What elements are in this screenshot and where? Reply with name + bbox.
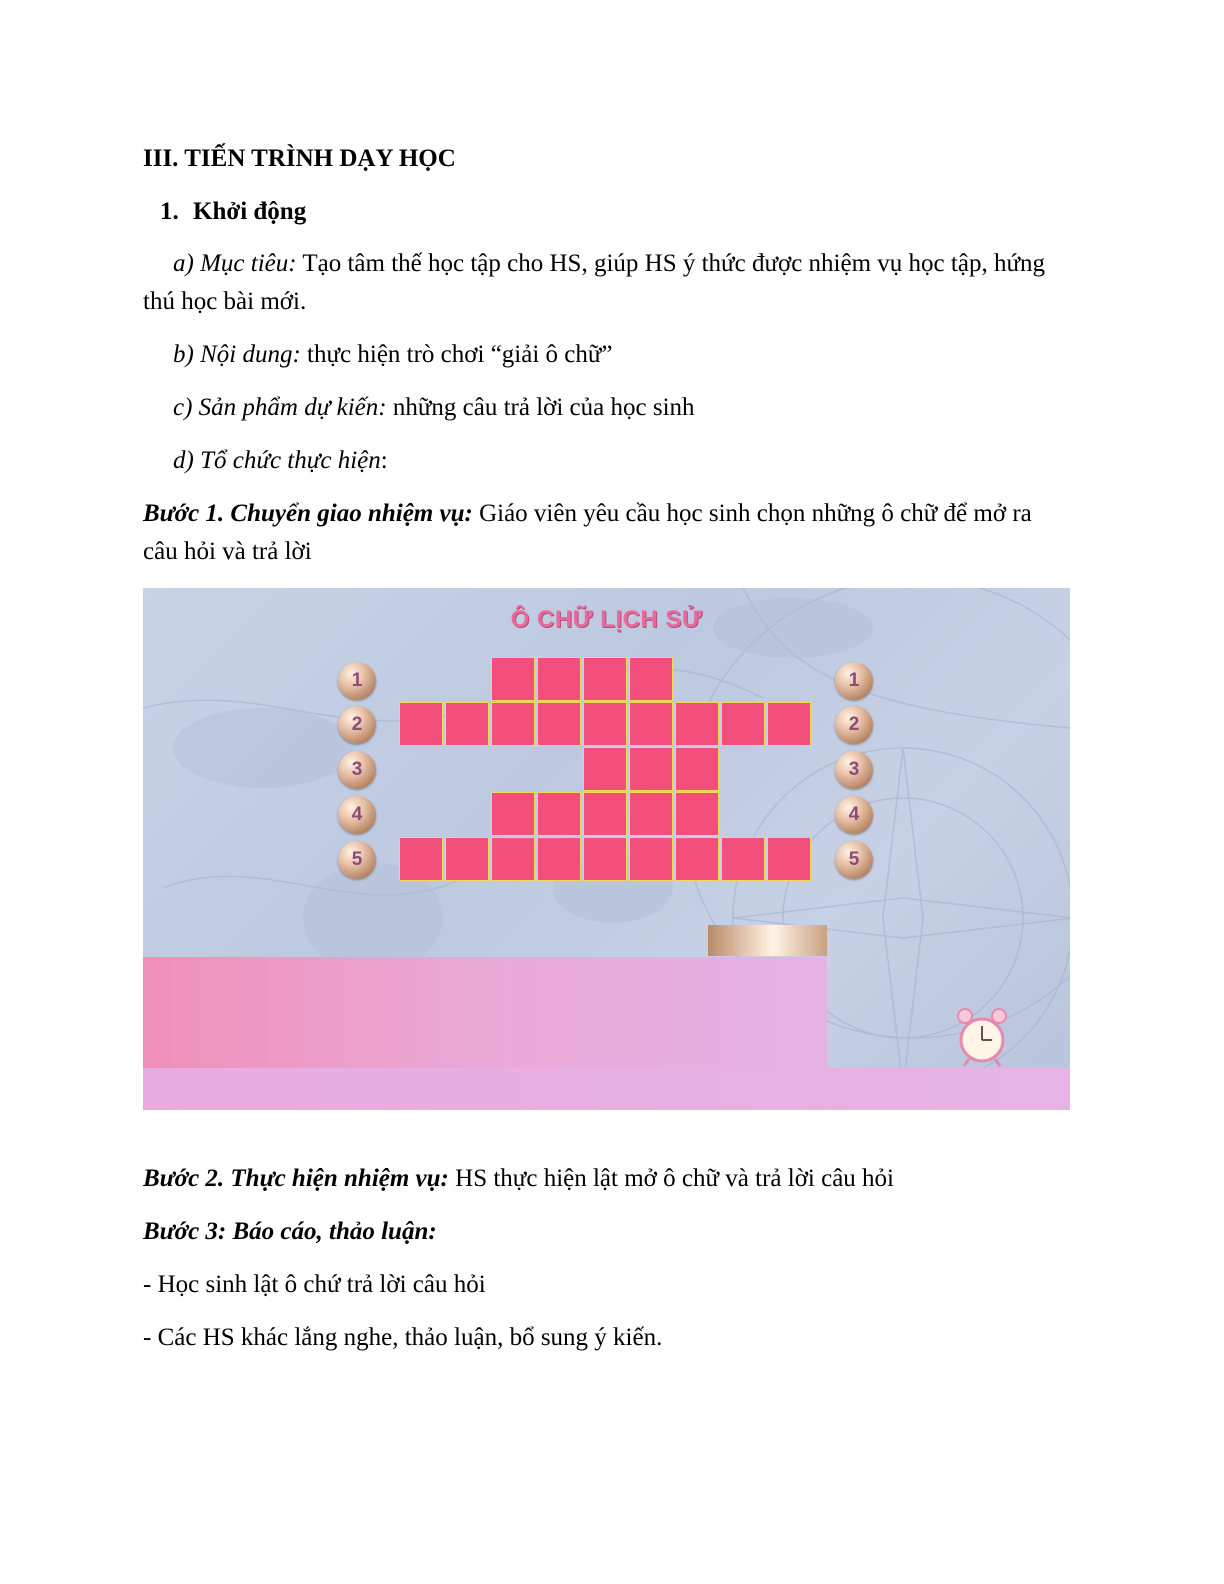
crossword-cell[interactable] (629, 747, 673, 791)
crossword-cell[interactable] (491, 837, 535, 881)
crossword-title: Ô CHỮ LỊCH SỬ (510, 606, 703, 633)
crossword-cell[interactable] (445, 702, 489, 746)
row-number-badge-right-2[interactable]: 2 (835, 706, 873, 744)
crossword-cell[interactable] (537, 792, 581, 836)
row-number-badge-left-4[interactable]: 4 (338, 796, 376, 834)
item-b-text: thực hiện trò chơi “giải ô chữ” (300, 341, 613, 368)
item-a-label: a) Mục tiêu: (173, 250, 297, 277)
crossword-cell[interactable] (675, 792, 719, 836)
item-a (173, 245, 1045, 283)
crossword-cell[interactable] (583, 747, 627, 791)
crossword-cell[interactable] (491, 792, 535, 836)
crossword-cell[interactable] (721, 702, 765, 746)
item-d-label: d) Tổ chức thực hiện (173, 447, 381, 474)
step2-label: Bước 2. Thực hiện nhiệm vụ: (143, 1165, 449, 1192)
crossword-cell[interactable] (629, 702, 673, 746)
step3 (143, 1213, 437, 1251)
row-number-badge-left-1[interactable]: 1 (338, 662, 376, 700)
subsection-heading (160, 193, 306, 231)
item-c (173, 389, 695, 427)
subsection-title: Khởi động (193, 198, 307, 225)
crossword-cell[interactable] (721, 837, 765, 881)
row-number-badge-left-3[interactable]: 3 (338, 751, 376, 789)
step2-text: HS thực hiện lật mở ô chữ và trả lời câu hỏi (448, 1165, 894, 1192)
row-number-badge-left-5[interactable]: 5 (338, 841, 376, 879)
crossword-cell[interactable] (537, 837, 581, 881)
crossword-cell[interactable] (629, 657, 673, 701)
step3-label: Bước 3: Báo cáo, thảo luận: (143, 1218, 437, 1245)
item-b-label: b) Nội dung: (173, 341, 301, 368)
item-c-text: những câu trả lời của học sinh (386, 394, 695, 421)
crossword-cell[interactable] (445, 837, 489, 881)
crossword-cell[interactable] (675, 702, 719, 746)
crossword-slide (143, 588, 1070, 1110)
crossword-cell[interactable] (629, 837, 673, 881)
item-b (173, 336, 613, 374)
crossword-cell[interactable] (583, 702, 627, 746)
bullet-2: - Các HS khác lắng nghe, thảo luận, bổ sung ý kiến. (143, 1324, 663, 1351)
subsection-number: 1. (160, 198, 179, 225)
question-panel (143, 957, 827, 1068)
item-d (173, 442, 388, 480)
item-a-text: Tạo tâm thế học tập cho HS, giúp HS ý thức được nhiệm vụ học tập, hứng (296, 250, 1045, 277)
item-c-label: c) Sản phẩm dự kiến: (173, 394, 387, 421)
crossword-cell[interactable] (629, 792, 673, 836)
crossword-cell[interactable] (767, 702, 811, 746)
answer-bar (708, 925, 827, 956)
row-number-badge-right-4[interactable]: 4 (835, 796, 873, 834)
crossword-cell[interactable] (537, 657, 581, 701)
crossword-cell[interactable] (491, 702, 535, 746)
crossword-cell[interactable] (399, 702, 443, 746)
crossword-cell[interactable] (583, 657, 627, 701)
bottom-strip (143, 1068, 1070, 1110)
step2 (143, 1160, 894, 1198)
step1-label: Bước 1. Chuyển giao nhiệm vụ: (143, 500, 473, 527)
item-a-continued: thú học bài mới. (143, 288, 307, 315)
row-number-badge-right-5[interactable]: 5 (835, 841, 873, 879)
item-d-text: : (380, 447, 388, 474)
bullet-1: - Học sinh lật ô chứ trả lời câu hỏi (143, 1271, 486, 1298)
crossword-cell[interactable] (675, 747, 719, 791)
crossword-cell[interactable] (583, 837, 627, 881)
crossword-cell[interactable] (583, 792, 627, 836)
crossword-cell[interactable] (675, 837, 719, 881)
row-number-badge-left-2[interactable]: 2 (338, 706, 376, 744)
crossword-cell[interactable] (399, 837, 443, 881)
alarm-clock-icon[interactable] (951, 1006, 1013, 1068)
crossword-cell[interactable] (491, 657, 535, 701)
section-heading: III. TIẾN TRÌNH DẠY HỌC (143, 145, 456, 172)
row-number-badge-right-3[interactable]: 3 (835, 751, 873, 789)
row-number-badge-right-1[interactable]: 1 (835, 662, 873, 700)
step1 (143, 495, 1032, 533)
step1-text: Giáo viên yêu cầu học sinh chọn những ô chữ để mở ra (472, 500, 1032, 527)
crossword-cell[interactable] (767, 837, 811, 881)
step1-continued: câu hỏi và trả lời (143, 538, 312, 565)
crossword-cell[interactable] (537, 702, 581, 746)
